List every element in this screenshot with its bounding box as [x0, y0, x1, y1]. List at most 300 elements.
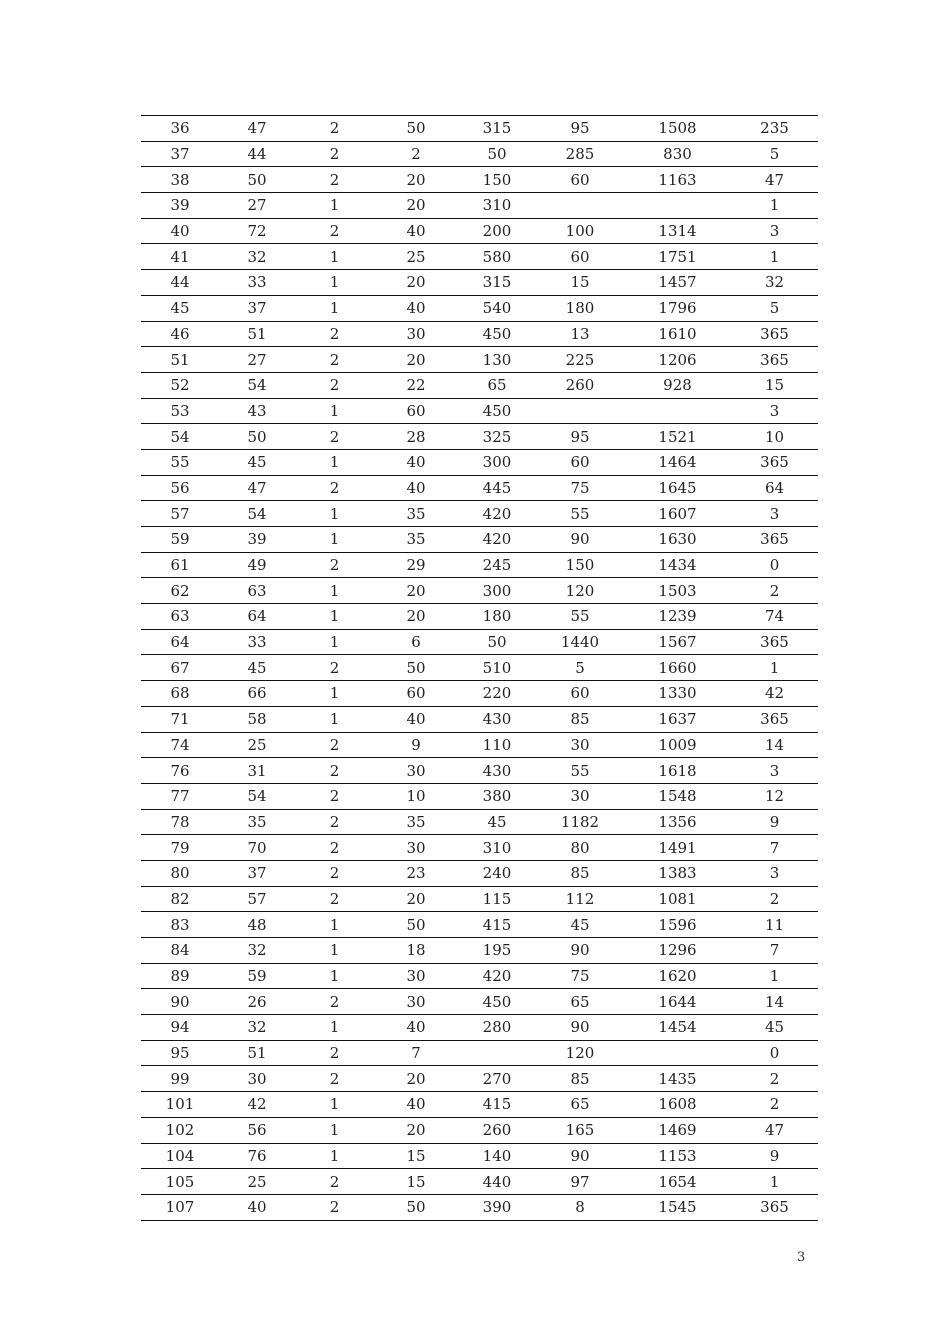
- table-cell: 2: [295, 372, 374, 398]
- table-cell: 35: [374, 809, 458, 835]
- table-cell: 450: [458, 398, 536, 424]
- table-cell: 23: [374, 860, 458, 886]
- table-cell: 90: [141, 989, 219, 1015]
- table-cell: 60: [536, 449, 624, 475]
- table-cell: 47: [731, 1117, 818, 1143]
- table-cell: 74: [141, 732, 219, 758]
- table-cell: 2: [295, 1194, 374, 1220]
- table-cell: 13: [536, 321, 624, 347]
- table-cell: 1239: [624, 604, 731, 630]
- table-cell: 1: [295, 681, 374, 707]
- table-cell: 45: [731, 1015, 818, 1041]
- table-cell: 445: [458, 475, 536, 501]
- table-cell: 25: [374, 244, 458, 270]
- table-cell: 300: [458, 578, 536, 604]
- table-cell: 2: [731, 1092, 818, 1118]
- table-cell: 1: [295, 1092, 374, 1118]
- table-cell: 40: [374, 449, 458, 475]
- table-cell: 71: [141, 706, 219, 732]
- table-cell: 15: [374, 1169, 458, 1195]
- table-cell: 60: [536, 681, 624, 707]
- table-cell: 51: [219, 321, 295, 347]
- table-cell: 63: [219, 578, 295, 604]
- table-row: [141, 578, 818, 604]
- table-row: [141, 835, 818, 861]
- table-cell: 50: [219, 424, 295, 450]
- table-cell: 30: [374, 963, 458, 989]
- table-cell: [458, 1040, 536, 1066]
- table-cell: 2: [295, 321, 374, 347]
- table-row: [141, 398, 818, 424]
- table-cell: [624, 398, 731, 424]
- table-cell: 150: [458, 167, 536, 193]
- table-cell: 45: [458, 809, 536, 835]
- table-cell: 40: [374, 218, 458, 244]
- table-cell: 112: [536, 886, 624, 912]
- table-cell: [624, 1040, 731, 1066]
- table-cell: 55: [536, 758, 624, 784]
- table-cell: 1751: [624, 244, 731, 270]
- table-cell: 30: [219, 1066, 295, 1092]
- table-cell: 72: [219, 218, 295, 244]
- table-cell: 30: [536, 732, 624, 758]
- table-cell: 2: [295, 732, 374, 758]
- table-cell: 63: [141, 604, 219, 630]
- table-row: [141, 629, 818, 655]
- table-row: [141, 475, 818, 501]
- table-cell: 1: [295, 629, 374, 655]
- table-cell: 195: [458, 938, 536, 964]
- table-cell: 20: [374, 347, 458, 373]
- table-cell: 66: [219, 681, 295, 707]
- table-cell: 2: [295, 860, 374, 886]
- table-cell: [536, 398, 624, 424]
- table-row: [141, 809, 818, 835]
- table-cell: 47: [219, 475, 295, 501]
- table-row: [141, 938, 818, 964]
- table-cell: 1: [295, 398, 374, 424]
- table-cell: 420: [458, 501, 536, 527]
- table-cell: 60: [536, 167, 624, 193]
- table-cell: 64: [141, 629, 219, 655]
- table-cell: 25: [219, 732, 295, 758]
- table-cell: 440: [458, 1169, 536, 1195]
- table-cell: 1: [295, 270, 374, 296]
- table-cell: 3: [731, 218, 818, 244]
- table-cell: 830: [624, 141, 731, 167]
- table-cell: 64: [219, 604, 295, 630]
- table-cell: 40: [141, 218, 219, 244]
- table-cell: 1: [295, 449, 374, 475]
- table-cell: 28: [374, 424, 458, 450]
- table-cell: 2: [295, 758, 374, 784]
- table-cell: 3: [731, 398, 818, 424]
- table-cell: 1182: [536, 809, 624, 835]
- table-cell: 5: [731, 141, 818, 167]
- table-cell: 15: [731, 372, 818, 398]
- table-cell: 260: [458, 1117, 536, 1143]
- table-cell: 40: [374, 295, 458, 321]
- table-cell: 430: [458, 706, 536, 732]
- table-cell: 2: [295, 347, 374, 373]
- table-cell: 180: [536, 295, 624, 321]
- table-cell: 390: [458, 1194, 536, 1220]
- table-cell: 3: [731, 501, 818, 527]
- table-cell: 1: [731, 193, 818, 219]
- table-cell: 14: [731, 989, 818, 1015]
- table-cell: 30: [536, 783, 624, 809]
- table-cell: 54: [141, 424, 219, 450]
- table-row: [141, 321, 818, 347]
- table-cell: 20: [374, 270, 458, 296]
- table-cell: 75: [536, 963, 624, 989]
- table-cell: 510: [458, 655, 536, 681]
- table-cell: [624, 193, 731, 219]
- table-cell: 315: [458, 270, 536, 296]
- table-cell: 1548: [624, 783, 731, 809]
- table-cell: 49: [219, 552, 295, 578]
- table-cell: 1153: [624, 1143, 731, 1169]
- table-row: [141, 449, 818, 475]
- table-cell: 1: [295, 963, 374, 989]
- table-body: [141, 116, 818, 1221]
- table-cell: 1508: [624, 116, 731, 142]
- table-cell: 928: [624, 372, 731, 398]
- table-cell: 2: [295, 1066, 374, 1092]
- table-cell: 59: [141, 527, 219, 553]
- table-cell: 50: [458, 629, 536, 655]
- table-cell: 1: [295, 193, 374, 219]
- table-cell: 2: [731, 886, 818, 912]
- table-cell: 2: [295, 809, 374, 835]
- table-cell: 59: [219, 963, 295, 989]
- table-cell: 1607: [624, 501, 731, 527]
- table-cell: 2: [295, 1040, 374, 1066]
- table-cell: 7: [731, 938, 818, 964]
- table-row: [141, 1194, 818, 1220]
- table-cell: 0: [731, 552, 818, 578]
- table-cell: 2: [731, 1066, 818, 1092]
- table-cell: 39: [141, 193, 219, 219]
- table-cell: 1644: [624, 989, 731, 1015]
- table-row: [141, 270, 818, 296]
- table-cell: 37: [141, 141, 219, 167]
- table-cell: 67: [141, 655, 219, 681]
- table-row: [141, 1117, 818, 1143]
- table-cell: 10: [374, 783, 458, 809]
- table-row: [141, 732, 818, 758]
- table-cell: 1: [295, 912, 374, 938]
- table-cell: 14: [731, 732, 818, 758]
- table-cell: 60: [374, 398, 458, 424]
- table-cell: 1654: [624, 1169, 731, 1195]
- table-cell: 99: [141, 1066, 219, 1092]
- table-cell: 6: [374, 629, 458, 655]
- table-cell: 65: [536, 989, 624, 1015]
- table-cell: 20: [374, 886, 458, 912]
- table-row: [141, 860, 818, 886]
- table-cell: 42: [219, 1092, 295, 1118]
- table-cell: 104: [141, 1143, 219, 1169]
- table-cell: 50: [374, 1194, 458, 1220]
- table-cell: 74: [731, 604, 818, 630]
- table-cell: 27: [219, 347, 295, 373]
- table-cell: 1608: [624, 1092, 731, 1118]
- table-cell: 65: [458, 372, 536, 398]
- table-cell: 1163: [624, 167, 731, 193]
- table-cell: 32: [219, 938, 295, 964]
- table-cell: 270: [458, 1066, 536, 1092]
- table-cell: 15: [374, 1143, 458, 1169]
- table-row: [141, 552, 818, 578]
- table-cell: 1: [295, 527, 374, 553]
- table-cell: 85: [536, 706, 624, 732]
- table-cell: 100: [536, 218, 624, 244]
- table-row: [141, 1092, 818, 1118]
- table-cell: 47: [219, 116, 295, 142]
- table-cell: 42: [731, 681, 818, 707]
- table-cell: 62: [141, 578, 219, 604]
- table-cell: 140: [458, 1143, 536, 1169]
- table-cell: 90: [536, 1143, 624, 1169]
- table-cell: 1296: [624, 938, 731, 964]
- table-row: [141, 347, 818, 373]
- table-row: [141, 167, 818, 193]
- table-cell: 46: [141, 321, 219, 347]
- table-cell: 41: [141, 244, 219, 270]
- table-cell: 35: [374, 501, 458, 527]
- table-cell: 1796: [624, 295, 731, 321]
- table-cell: 36: [141, 116, 219, 142]
- table-cell: 7: [731, 835, 818, 861]
- table-cell: 90: [536, 527, 624, 553]
- table-cell: 3: [731, 860, 818, 886]
- table-cell: 40: [219, 1194, 295, 1220]
- table-cell: 1: [731, 655, 818, 681]
- table-cell: 0: [731, 1040, 818, 1066]
- table-cell: 430: [458, 758, 536, 784]
- table-cell: 365: [731, 321, 818, 347]
- table-cell: 9: [731, 809, 818, 835]
- table-cell: 1435: [624, 1066, 731, 1092]
- table-row: [141, 1143, 818, 1169]
- table-cell: 1: [295, 578, 374, 604]
- table-cell: 80: [141, 860, 219, 886]
- table-cell: 76: [141, 758, 219, 784]
- table-row: [141, 295, 818, 321]
- table-cell: 30: [374, 835, 458, 861]
- table-cell: 31: [219, 758, 295, 784]
- table-cell: 235: [731, 116, 818, 142]
- table-row: [141, 193, 818, 219]
- table-cell: 85: [536, 860, 624, 886]
- table-cell: 325: [458, 424, 536, 450]
- table-cell: 365: [731, 706, 818, 732]
- table-cell: 1645: [624, 475, 731, 501]
- table-cell: 1618: [624, 758, 731, 784]
- table-cell: 1: [295, 1117, 374, 1143]
- table-row: [141, 655, 818, 681]
- table-cell: 95: [536, 424, 624, 450]
- table-cell: 3: [731, 758, 818, 784]
- table-cell: 20: [374, 604, 458, 630]
- table-cell: 1464: [624, 449, 731, 475]
- table-cell: 285: [536, 141, 624, 167]
- table-cell: 1630: [624, 527, 731, 553]
- table-cell: 2: [295, 835, 374, 861]
- table-cell: 1454: [624, 1015, 731, 1041]
- table-cell: 300: [458, 449, 536, 475]
- table-row: [141, 244, 818, 270]
- table-cell: 68: [141, 681, 219, 707]
- table-cell: 310: [458, 835, 536, 861]
- table-cell: 1: [731, 244, 818, 270]
- table-cell: 58: [219, 706, 295, 732]
- table-cell: 1383: [624, 860, 731, 886]
- table-cell: 10: [731, 424, 818, 450]
- table-cell: 15: [536, 270, 624, 296]
- table-cell: 33: [219, 629, 295, 655]
- table-cell: 1: [295, 501, 374, 527]
- table-cell: 2: [295, 552, 374, 578]
- table-cell: 101: [141, 1092, 219, 1118]
- table-cell: 8: [536, 1194, 624, 1220]
- table-cell: 1: [295, 938, 374, 964]
- table-cell: 50: [374, 116, 458, 142]
- table-cell: 20: [374, 193, 458, 219]
- table-cell: 1081: [624, 886, 731, 912]
- table-cell: 1660: [624, 655, 731, 681]
- table-cell: 5: [731, 295, 818, 321]
- table-cell: 55: [536, 604, 624, 630]
- table-cell: 580: [458, 244, 536, 270]
- table-cell: 11: [731, 912, 818, 938]
- table-cell: 20: [374, 167, 458, 193]
- table-cell: [536, 193, 624, 219]
- table-cell: 45: [141, 295, 219, 321]
- table-row: [141, 1040, 818, 1066]
- table-cell: 78: [141, 809, 219, 835]
- table-cell: 45: [219, 449, 295, 475]
- table-cell: 2: [295, 1169, 374, 1195]
- table-cell: 200: [458, 218, 536, 244]
- table-cell: 97: [536, 1169, 624, 1195]
- table-cell: 1: [731, 1169, 818, 1195]
- table-cell: 420: [458, 963, 536, 989]
- table-cell: 30: [374, 758, 458, 784]
- table-cell: 52: [141, 372, 219, 398]
- table-cell: 180: [458, 604, 536, 630]
- table-cell: 55: [141, 449, 219, 475]
- table-cell: 39: [219, 527, 295, 553]
- table-cell: 2: [295, 475, 374, 501]
- table-cell: 365: [731, 629, 818, 655]
- table-cell: 35: [374, 527, 458, 553]
- table-cell: 85: [536, 1066, 624, 1092]
- table-cell: 5: [536, 655, 624, 681]
- table-cell: 32: [219, 1015, 295, 1041]
- table-cell: 44: [219, 141, 295, 167]
- table-cell: 55: [536, 501, 624, 527]
- table-row: [141, 681, 818, 707]
- table-cell: 2: [295, 655, 374, 681]
- table-cell: 20: [374, 578, 458, 604]
- table-cell: 77: [141, 783, 219, 809]
- table-cell: 45: [536, 912, 624, 938]
- table-cell: 18: [374, 938, 458, 964]
- table-cell: 1503: [624, 578, 731, 604]
- table-cell: 2: [295, 989, 374, 1015]
- table-cell: 26: [219, 989, 295, 1015]
- table-cell: 150: [536, 552, 624, 578]
- table-cell: 245: [458, 552, 536, 578]
- table-cell: 450: [458, 989, 536, 1015]
- table-cell: 102: [141, 1117, 219, 1143]
- table-cell: 1330: [624, 681, 731, 707]
- table-cell: 89: [141, 963, 219, 989]
- table-cell: 90: [536, 938, 624, 964]
- table-row: [141, 963, 818, 989]
- table-cell: 38: [141, 167, 219, 193]
- table-cell: 54: [219, 372, 295, 398]
- table-cell: 1491: [624, 835, 731, 861]
- table-cell: 50: [374, 912, 458, 938]
- table-cell: 1637: [624, 706, 731, 732]
- table-cell: 1: [295, 1015, 374, 1041]
- table-cell: 45: [219, 655, 295, 681]
- table-cell: 84: [141, 938, 219, 964]
- table-cell: 1545: [624, 1194, 731, 1220]
- table-cell: 2: [295, 116, 374, 142]
- table-cell: 1521: [624, 424, 731, 450]
- table-cell: 94: [141, 1015, 219, 1041]
- table-row: [141, 989, 818, 1015]
- table-row: [141, 501, 818, 527]
- table-cell: 25: [219, 1169, 295, 1195]
- table-cell: 540: [458, 295, 536, 321]
- table-cell: 1: [295, 295, 374, 321]
- table-cell: 450: [458, 321, 536, 347]
- table-cell: 2: [295, 141, 374, 167]
- table-cell: 79: [141, 835, 219, 861]
- table-cell: 54: [219, 501, 295, 527]
- table-cell: 1009: [624, 732, 731, 758]
- table-cell: 7: [374, 1040, 458, 1066]
- table-cell: 40: [374, 1092, 458, 1118]
- table-cell: 70: [219, 835, 295, 861]
- table-cell: 27: [219, 193, 295, 219]
- table-cell: 65: [536, 1092, 624, 1118]
- table-cell: 37: [219, 860, 295, 886]
- table-cell: 95: [141, 1040, 219, 1066]
- table-cell: 380: [458, 783, 536, 809]
- table-row: [141, 758, 818, 784]
- table-cell: 44: [141, 270, 219, 296]
- table-cell: 2: [295, 424, 374, 450]
- table-cell: 110: [458, 732, 536, 758]
- table-cell: 60: [374, 681, 458, 707]
- table-row: [141, 1169, 818, 1195]
- data-table: [141, 115, 818, 1221]
- table-cell: 56: [219, 1117, 295, 1143]
- table-cell: 280: [458, 1015, 536, 1041]
- table-cell: 120: [536, 1040, 624, 1066]
- table-cell: 1596: [624, 912, 731, 938]
- table-cell: 420: [458, 527, 536, 553]
- table-cell: 57: [141, 501, 219, 527]
- table-cell: 51: [219, 1040, 295, 1066]
- table-cell: 365: [731, 449, 818, 475]
